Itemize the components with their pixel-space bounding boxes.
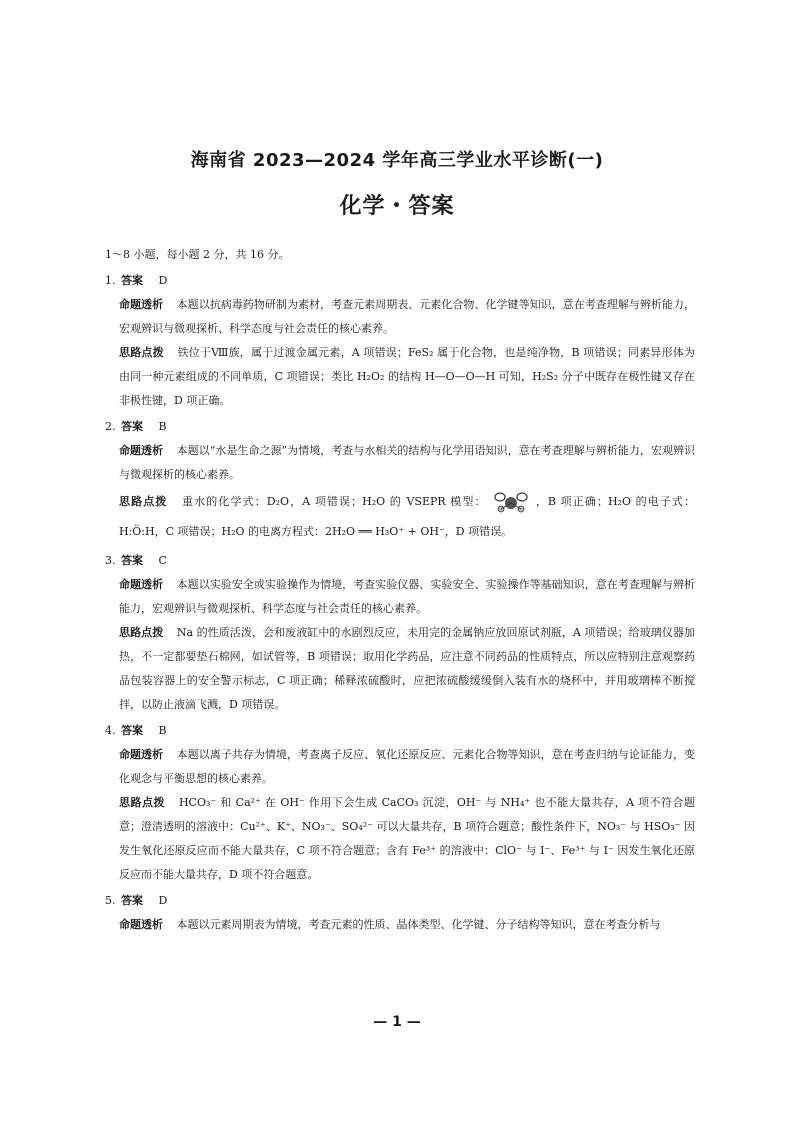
question-number: 4. (105, 724, 116, 737)
question-number: 3. (105, 554, 116, 567)
question-3-answer-line (105, 549, 695, 573)
analysis-text: 本题以离子共存为情境，考查离子反应、氧化还原反应、元素化合物等知识，意在考查归纳与论证能力，变化观念与平衡思想的核心素养。 (119, 748, 696, 785)
answer-value: B (158, 724, 167, 737)
page-title: 海南省 2023—2024 学年高三学业水平诊断(一) (190, 150, 604, 171)
question-2-analysis (119, 439, 695, 487)
analysis-text: 本题以抗病毒药物研制为素材，考查元素周期表、元素化合物、化学键等知识，意在考查理解与辨析能力，宏观辨识与微观探析、科学态度与社会责任的核心素养。 (119, 298, 696, 335)
page-number: — 1 — (373, 1014, 421, 1030)
question-4-analysis (119, 743, 695, 791)
page-subtitle: 化学・答案 (339, 194, 455, 219)
answer-label: 答案 (121, 894, 143, 907)
hint-label: 思路点拨 (119, 495, 168, 508)
answer-label: 答案 (121, 554, 143, 567)
answer-value: C (158, 554, 167, 567)
question-number: 2. (105, 420, 116, 433)
answer-value: B (158, 420, 167, 433)
analysis-label: 命题透析 (119, 444, 164, 457)
hint-text-part-a: 重水的化学式：D₂O，A 项错误；H₂O 的 VSEPR 模型： (182, 495, 487, 508)
answer-label: 答案 (121, 420, 143, 433)
question-5-analysis (119, 913, 695, 937)
hint-text-part-b: ，B 项正确；H₂O 的电子式：H:Ö:H，C 项错误；H₂O 的电离方程式：2H₂O ══ H₃O⁺ + OH⁻，D 项错误。 (119, 495, 696, 538)
hint-label: 思路点拨 (119, 346, 164, 359)
answer-value: D (158, 894, 168, 907)
question-1-analysis (119, 293, 695, 341)
analysis-text: 本题以元素周期表为情境，考查元素的性质、晶体类型、化学键、分子结构等知识，意在考查分析与 (176, 918, 661, 931)
hint-label: 思路点拨 (119, 626, 164, 639)
analysis-label: 命题透析 (119, 578, 164, 591)
question-number: 1. (105, 274, 116, 287)
answer-label: 答案 (121, 724, 143, 737)
answer-value: D (158, 274, 168, 287)
answer-label: 答案 (121, 274, 143, 287)
question-number: 5. (105, 894, 116, 907)
question-4-answer-line (105, 719, 695, 743)
question-2-hint (119, 487, 695, 547)
vsepr-model-figure (493, 491, 529, 513)
answer-content (105, 243, 695, 937)
question-2-answer-line (105, 415, 695, 439)
question-3-hint (119, 621, 695, 717)
hint-text: Na 的性质活泼，会和废液缸中的水剧烈反应，未用完的金属钠应放回原试剂瓶，A 项错误；给玻璃仪器加热，不一定都要垫石棉网，如试管等，B 项错误；取用化学药品，应注意不同药品的性质特点，所以应特别注意观察药品包装容器上的安全警示标志，C 项正确；稀释浓硫酸时，应把浓硫酸缓缓倒入装有水的烧杯中，并用玻璃棒不断搅拌，以防止液滴飞溅，D 项错误。 (119, 626, 696, 711)
hint-text: 铁位于Ⅷ族，属于过渡金属元素，A 项错误；FeS₂ 属于化合物，也是纯净物，B 项错误；同素异形体为由同一种元素组成的不同单质，C 项错误；类比 H₂O₂ 的结构 H—O—O—H 可知，H₂S₂ 分子中既存在极性键又存在非极性键，D 项正确。 (119, 346, 696, 407)
analysis-text: 本题以“水是生命之源”为情境，考查与水相关的结构与化学用语知识，意在考查理解与辨析能力，宏观辨识与微观探析的核心素养。 (119, 444, 696, 481)
analysis-label: 命题透析 (119, 748, 164, 761)
analysis-text: 本题以实验安全或实验操作为情境，考查实验仪器、实验安全、实验操作等基础知识，意在考查理解与辨析能力，宏观辨识与微观探析、科学态度与社会责任的核心素养。 (119, 578, 696, 615)
analysis-label: 命题透析 (119, 918, 163, 931)
question-4-hint (119, 791, 695, 887)
question-3-analysis (119, 573, 695, 621)
question-1-hint (119, 341, 695, 413)
question-1-answer-line (105, 269, 695, 293)
hint-label: 思路点拨 (119, 796, 165, 809)
question-5-answer-line (105, 889, 695, 913)
hint-text: HCO₃⁻ 和 Ca²⁺ 在 OH⁻ 作用下会生成 CaCO₃ 沉淀，OH⁻ 与 NH₄⁺ 也不能大量共存，A 项不符合题意；澄清透明的溶液中：Cu²⁺、K⁺、NO₃⁻、SO₄²⁻ 可以大量共存，B 项符合题意；酸性条件下，NO₃⁻ 与 HSO₃⁻ 因发生氧化还原反应而不能大量共存，C 项不符合题意；含有 Fe³⁺ 的溶液中：ClO⁻ 与 I⁻、Fe³⁺ 与 I⁻ 因发生氧化还原反应而不能大量共存，D 项不符合题意。 (119, 796, 696, 881)
section-intro: 1～8 小题，每小题 2 分，共 16 分。 (105, 248, 290, 261)
analysis-label: 命题透析 (119, 298, 164, 311)
